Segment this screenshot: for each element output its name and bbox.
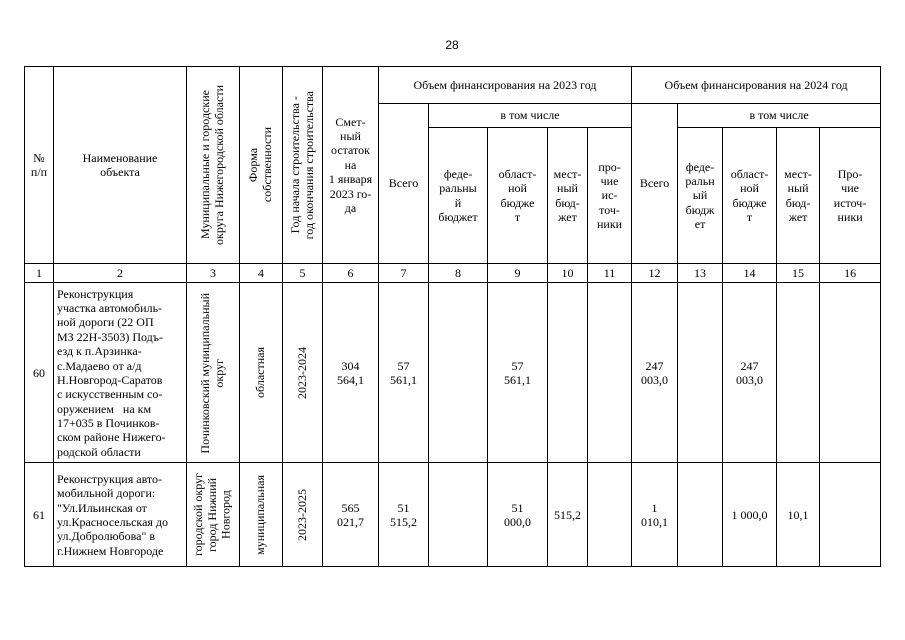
col-number: 9 (488, 264, 548, 283)
header-balance: Смет- ный остаток на 1 января 2023 го- да (323, 67, 379, 264)
col-number: 12 (632, 264, 678, 283)
row-num: 60 (25, 283, 54, 463)
header-num: № п/п (25, 67, 54, 264)
table-row (25, 283, 881, 463)
federal-2024-value (678, 283, 723, 463)
years-cell (283, 283, 323, 463)
local-2024-value: 10,1 (777, 463, 820, 567)
ownership-text: муниципальная (253, 474, 268, 555)
header-row-1 (25, 67, 881, 104)
local-2023-value: 515,2 (548, 463, 588, 567)
header-ownership (240, 67, 283, 264)
municipality-text: Починковский муниципальный округ (198, 292, 226, 454)
header-regional-2024: област- ной бюдже т (723, 128, 777, 264)
col-number: 4 (240, 264, 283, 283)
other-2024-value (820, 463, 881, 567)
other-2023-value (588, 463, 632, 567)
total-2023-value: 51 515,2 (379, 463, 429, 567)
col-number: 3 (187, 264, 240, 283)
col-number: 10 (548, 264, 588, 283)
header-years-text: Год начала строительства - год окончания строительства (287, 90, 316, 240)
header-local-2023: мест- ный бюд- жет (548, 128, 588, 264)
col-number: 14 (723, 264, 777, 283)
col-number: 15 (777, 264, 820, 283)
header-other-2024: Про- чие источ- ники (820, 128, 881, 264)
header-local-2024: мест- ный бюд- жет (777, 128, 820, 264)
total-2024-value: 1 010,1 (632, 463, 678, 567)
regional-2023-value: 51 000,0 (488, 463, 548, 567)
financing-table (24, 66, 881, 567)
col-number: 8 (429, 264, 488, 283)
table-row (25, 463, 881, 567)
header-fin-2023: Объем финансирования на 2023 год (379, 67, 632, 104)
header-years (283, 67, 323, 264)
years-text: 2023-2025 (294, 488, 309, 541)
years-text: 2023-2024 (294, 346, 309, 399)
col-number: 2 (54, 264, 187, 283)
federal-2023-value (429, 283, 488, 463)
municipality-cell (187, 283, 240, 463)
local-2023-value (548, 283, 588, 463)
header-municipality (187, 67, 240, 264)
header-name: Наименование объекта (54, 67, 187, 264)
col-number: 13 (678, 264, 723, 283)
total-2024-value: 247 003,0 (632, 283, 678, 463)
ownership-cell (240, 463, 283, 567)
header-fin-2024: Объем финансирования на 2024 год (632, 67, 881, 104)
col-number: 16 (820, 264, 881, 283)
header-incl-2023: в том числе (429, 104, 632, 128)
header-ownership-text: Форма собственности (246, 127, 274, 203)
header-total-2024: Всего (632, 104, 678, 264)
years-cell (283, 463, 323, 567)
header-incl-2024: в том числе (678, 104, 881, 128)
object-name: Реконструкция авто- мобильной дороги: "Ул.Ильинская от ул.Красносельская до ул.Добролюбова" в г.Нижнем Новгороде (54, 463, 187, 567)
column-numbers-row (25, 264, 881, 283)
federal-2023-value (429, 463, 488, 567)
header-other-2023: про- чие ис- точ- ники (588, 128, 632, 264)
regional-2024-value: 1 000,0 (723, 463, 777, 567)
balance-value: 304 564,1 (323, 283, 379, 463)
col-number: 6 (323, 264, 379, 283)
col-number: 7 (379, 264, 429, 283)
other-2023-value (588, 283, 632, 463)
col-number: 1 (25, 264, 54, 283)
local-2024-value (777, 283, 820, 463)
total-2023-value: 57 561,1 (379, 283, 429, 463)
col-number: 5 (283, 264, 323, 283)
header-federal-2023: феде- ральны й бюджет (429, 128, 488, 264)
header-municipality-text: Муниципальные и городские округа Нижегородской области (198, 85, 226, 245)
header-total-2023: Всего (379, 104, 429, 264)
other-2024-value (820, 283, 881, 463)
municipality-text: городской округ город Нижний Новгород (191, 473, 233, 557)
municipality-cell (187, 463, 240, 567)
object-name: Реконструкция участка автомобиль- ной дороги (22 ОП МЗ 22Н-3503) Подъ- езд к п.Арзинка- с.Мадаево от а/д Н.Новгород-Саратов с искусственным со- оружением на км 17+035 в Починков- ском районе Нижего- родской области (54, 283, 187, 463)
row-num: 61 (25, 463, 54, 567)
header-federal-2024: феде- ральн ый бюдж ет (678, 128, 723, 264)
federal-2024-value (678, 463, 723, 567)
regional-2024-value: 247 003,0 (723, 283, 777, 463)
regional-2023-value: 57 561,1 (488, 283, 548, 463)
ownership-cell (240, 283, 283, 463)
header-regional-2023: област- ной бюдже т (488, 128, 548, 264)
col-number: 11 (588, 264, 632, 283)
ownership-text: областная (253, 347, 268, 399)
balance-value: 565 021,7 (323, 463, 379, 567)
page-number: 28 (445, 38, 459, 52)
